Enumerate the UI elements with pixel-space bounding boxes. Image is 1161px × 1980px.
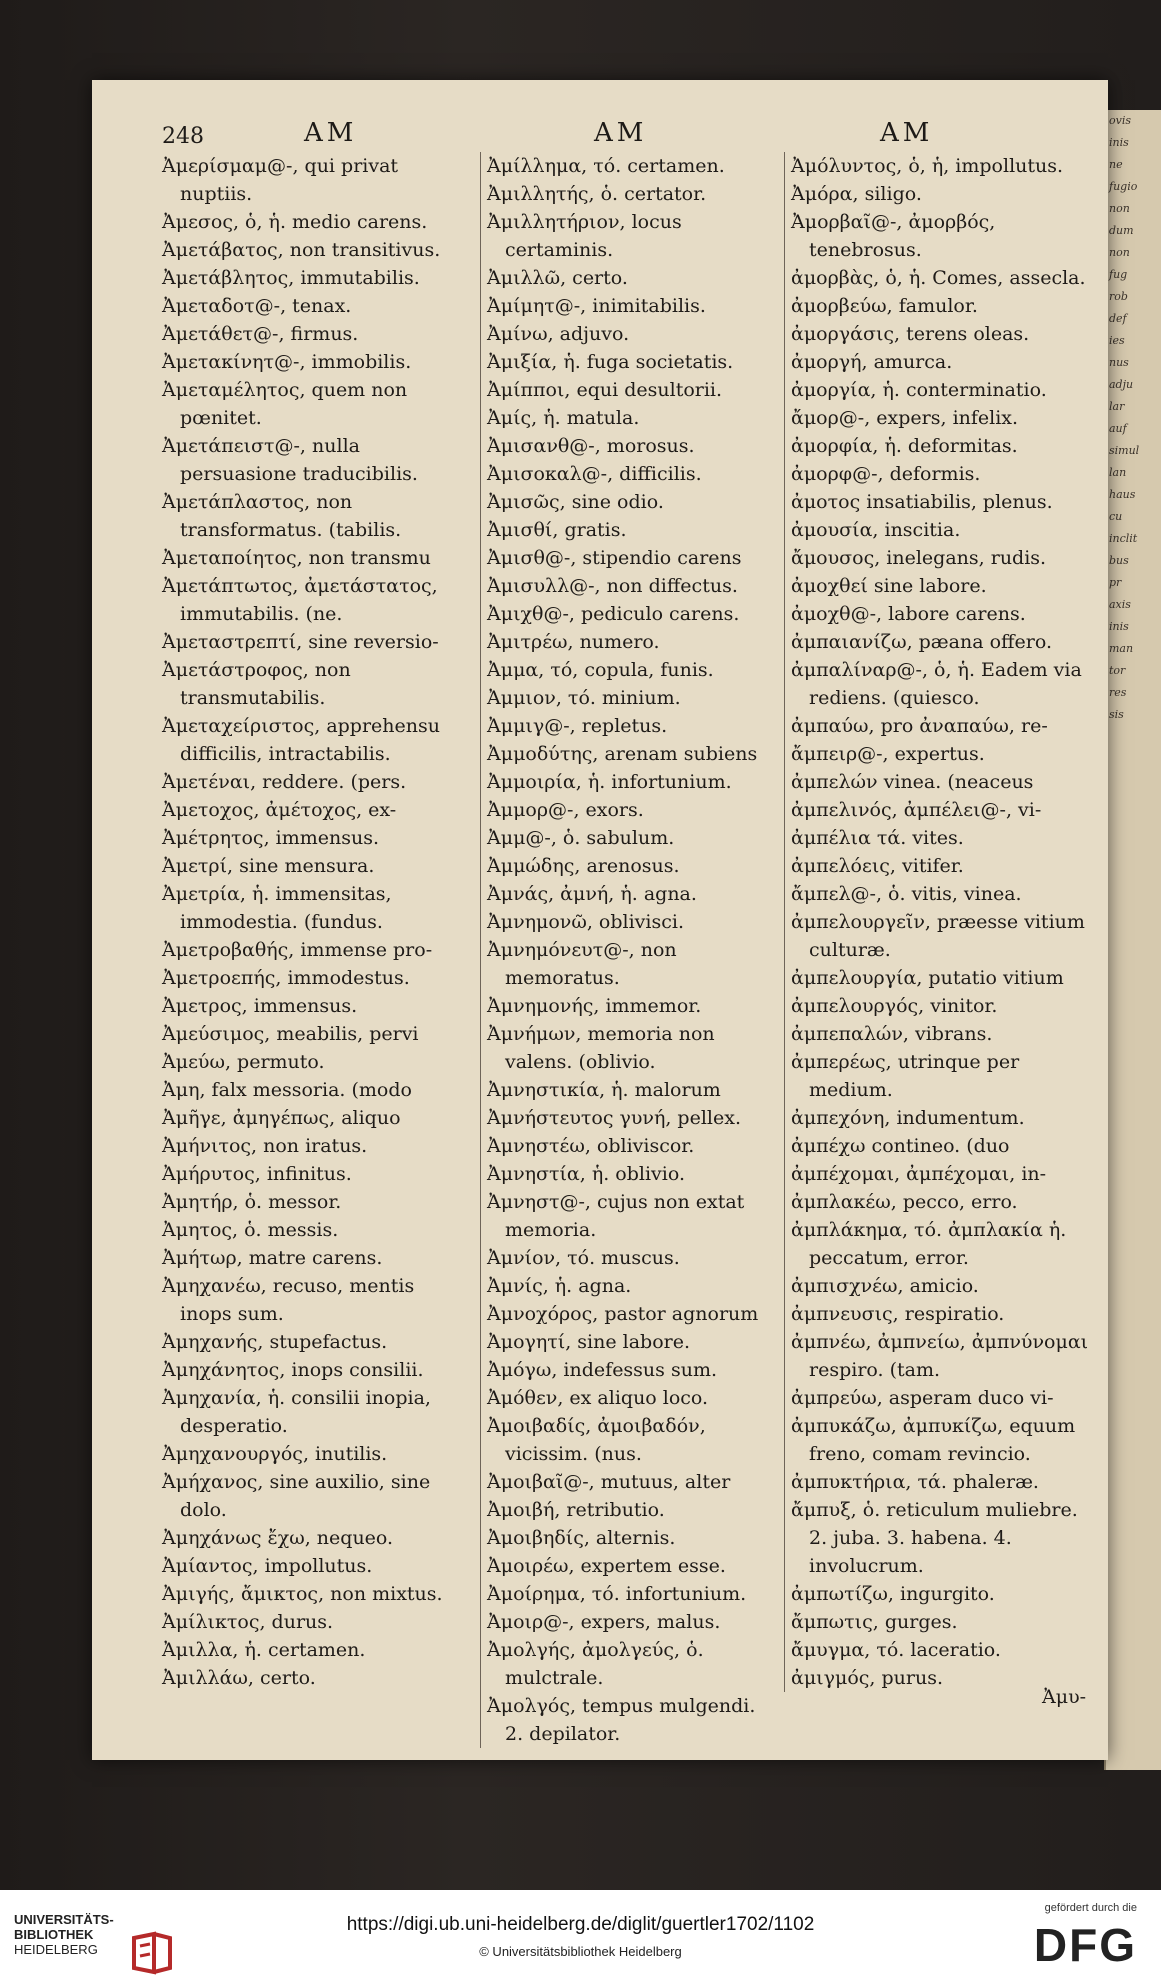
adjacent-page-fragment: bus <box>1109 554 1129 567</box>
dictionary-entry: ἀμπελουργεῖν, præesse vitium culturæ. <box>791 911 1085 961</box>
dictionary-entry: Ἀμίς, ἡ. matula. <box>487 407 640 429</box>
dictionary-entry: Ἀμμώδης, arenosus. <box>487 855 680 877</box>
dictionary-entry: ἀμοχθεί sine labore. <box>791 575 987 597</box>
dictionary-entry: Ἀμνημονής, immemor. <box>487 995 702 1017</box>
adjacent-page-fragment: man <box>1109 642 1134 655</box>
dictionary-entry: Ἀμίλικτος, durus. <box>162 1611 334 1633</box>
dictionary-entry: Ἀμνοχόρος, pastor agnorum <box>487 1303 759 1325</box>
dictionary-entry: Ἀμήχανος, sine auxilio, sine dolo. <box>162 1471 431 1521</box>
dictionary-entry: ἀμπνευσις, respiratio. <box>791 1303 1005 1325</box>
adjacent-page-fragment: inis <box>1109 136 1129 149</box>
dictionary-entry: ἀμουσία, inscitia. <box>791 519 961 541</box>
dictionary-entry: ἀμπισχνέω, amicio. <box>791 1275 979 1297</box>
adjacent-page-fragment: dum <box>1109 224 1134 237</box>
dictionary-entry: Ἀμοιβαῖ@-, mutuus, alter <box>487 1471 731 1493</box>
page-header <box>92 108 1108 148</box>
dictionary-entry: Ἀμιλλῶ, certo. <box>487 267 628 289</box>
permalink-url[interactable]: https://digi.ub.uni-heidelberg.de/diglit/guertler1702/1102 <box>346 1914 815 1935</box>
dictionary-entry: ἀμπαύω, pro ἀναπαύω, re- <box>791 715 1048 737</box>
dictionary-entry: Ἀμνήστευτος γυνή, pellex. <box>487 1107 741 1129</box>
dictionary-entry: Ἀμιτρέω, numero. <box>487 631 660 653</box>
dictionary-entry: Ἀμετάπλαστος, non transformatus. (tabilis. <box>162 491 402 541</box>
dictionary-entry: Ἀμισθί, gratis. <box>487 519 627 541</box>
dictionary-entry: ἀμοργάσις, terens oleas. <box>791 323 1030 345</box>
dictionary-entry: ἀμπέλια τά. vites. <box>791 827 964 849</box>
dictionary-entry: ἀμπελουργία, putatio vitium <box>791 967 1064 989</box>
dictionary-entry: Ἀμισθ@-, stipendio carens <box>487 547 742 569</box>
dictionary-entry: ἀμπελουργός, vinitor. <box>791 995 998 1017</box>
running-head-right: AM <box>880 118 934 148</box>
dictionary-entry: Ἀμετάπτωτος, ἀμετάστατος, immutabilis. (ne. <box>162 575 438 625</box>
dictionary-entry: Ἀμιλλητήριον, locus certaminis. <box>487 211 682 261</box>
adjacent-page-fragment: pr <box>1109 576 1122 589</box>
dictionary-entry: ἀμορφία, ἡ. deformitas. <box>791 435 1018 457</box>
dictionary-entry: Ἀμνάς, ἀμνή, ἡ. agna. <box>487 883 697 905</box>
dictionary-entry: ἀμπελών vinea. (neaceus <box>791 771 1034 793</box>
adjacent-page-fragment: ovis <box>1109 114 1131 127</box>
dictionary-entry: Ἀμήτωρ, matre carens. <box>162 1247 383 1269</box>
dictionary-entry: Ἀμοιβηδίς, alternis. <box>487 1527 676 1549</box>
dictionary-entry: Ἀμόγω, indefessus sum. <box>487 1359 718 1381</box>
dictionary-entry: Ἀμέτρητος, immensus. <box>162 827 380 849</box>
dictionary-entry: ἀμπυκάζω, ἀμπυκίζω, equum freno, comam revincio. <box>791 1415 1076 1465</box>
dictionary-entry: ἀμπυκτήρια, τά. phaleræ. <box>791 1471 1039 1493</box>
dictionary-entry: Ἀμιλλάω, certo. <box>162 1667 316 1689</box>
dictionary-entry: ἄμπυξ, ὁ. reticulum muliebre. 2. juba. 3. habena. 4. involucrum. <box>791 1499 1078 1577</box>
dictionary-entry: ἀμοργία, ἡ. conterminatio. <box>791 379 1047 401</box>
adjacent-page-fragment: def <box>1109 312 1127 325</box>
dictionary-entry: Ἀμήνιτος, non iratus. <box>162 1135 368 1157</box>
dictionary-entry: Ἀμετρί, sine mensura. <box>162 855 375 877</box>
dictionary-entry: Ἀμηχανία, ἡ. consilii inopia, desperatio. <box>162 1387 431 1437</box>
adjacent-page-fragment: lar <box>1109 400 1125 413</box>
dictionary-entry: Ἀμμορ@-, exors. <box>487 799 644 821</box>
dictionary-entry: ἀμπλάκημα, τό. ἀμπλακία ἡ. peccatum, error. <box>791 1219 1067 1269</box>
dictionary-entry: Ἀμόθεν, ex aliquo loco. <box>487 1387 709 1409</box>
dictionary-entry: ἀμπλακέω, pecco, erro. <box>791 1191 1018 1213</box>
adjacent-page-fragment: cu <box>1109 510 1123 523</box>
dictionary-entry: ἀμπρεύω, asperam duco vi- <box>791 1387 1054 1409</box>
dictionary-entry: Ἀμητος, ὁ. messis. <box>162 1219 339 1241</box>
adjacent-page-edge <box>1104 110 1161 1770</box>
dictionary-entry: Ἀμηχανέω, recuso, mentis inops sum. <box>162 1275 415 1325</box>
dictionary-entry: Ἀμίμητ@-, inimitabilis. <box>487 295 706 317</box>
dictionary-entry: Ἀμοιβαδίς, ἀμοιβαδόν, vicissim. (nus. <box>487 1415 706 1465</box>
dictionary-entry: Ἀμεταποίητος, non transmu <box>162 547 431 569</box>
dictionary-entry: Ἀμόρα, siligo. <box>791 183 922 205</box>
dictionary-entry: Ἀμετρία, ἡ. immensitas, immodestia. (fundus. <box>162 883 392 933</box>
dictionary-entry: Ἀμηχανής, stupefactus. <box>162 1331 388 1353</box>
copyright-notice: © Universitätsbibliothek Heidelberg <box>479 1944 682 1959</box>
dictionary-entry: Ἀμηχάνως ἔχω, nequeo. <box>162 1527 394 1549</box>
dictionary-entry: Ἀμνίον, τό. muscus. <box>487 1247 680 1269</box>
dictionary-entry: Ἀμισανθ@-, morosus. <box>487 435 695 457</box>
dictionary-entry: Ἀμεταχείριστος, apprehensu difficilis, intractabilis. <box>162 715 441 765</box>
adjacent-page-fragment: ies <box>1109 334 1125 347</box>
dictionary-entry: ἀμπεχόνη, indumentum. <box>791 1107 1025 1129</box>
library-name-line2: BIBLIOTHEK <box>14 1927 94 1942</box>
dictionary-entry: Ἀμνήμων, memoria non valens. (oblivio. <box>487 1023 715 1073</box>
dictionary-entry: Ἀμμιγ@-, repletus. <box>487 715 668 737</box>
dictionary-entry: Ἀμισοκαλ@-, difficilis. <box>487 463 702 485</box>
dictionary-entry: Ἀμνηστικία, ἡ. malorum <box>487 1079 721 1101</box>
dictionary-entry: Ἀμετάπειστ@-, nulla persuasione traducibilis. <box>162 435 418 485</box>
running-head-center: AM <box>594 118 648 148</box>
dictionary-entry: Ἀμοίρημα, τό. infortunium. <box>487 1583 747 1605</box>
dictionary-entry: Ἀμοιρέω, expertem esse. <box>487 1555 726 1577</box>
dictionary-entry: ἀμπαιανίζω, pæana offero. <box>791 631 1053 653</box>
adjacent-page-fragment: auf <box>1109 422 1127 435</box>
dictionary-entry: ἀμπέχομαι, ἀμπέχομαι, in- <box>791 1163 1047 1185</box>
dictionary-entry: Ἀμιξία, ἡ. fuga societatis. <box>487 351 734 373</box>
dictionary-entry: ἀμορφ@-, deformis. <box>791 463 981 485</box>
dictionary-entry: Ἀμοιρ@-, expers, malus. <box>487 1611 721 1633</box>
dictionary-entry: ἄμπειρ@-, expertus. <box>791 743 985 765</box>
dictionary-entry: Ἀμήρυτος, infinitus. <box>162 1163 352 1185</box>
dictionary-entry: ἀμπνέω, ἀμπνείω, ἀμπνύνομαι respiro. (tam. <box>791 1331 1089 1381</box>
dictionary-entry: Ἀμηχάνητος, inops consilii. <box>162 1359 424 1381</box>
dictionary-entry: ἀμοργή, amurca. <box>791 351 953 373</box>
adjacent-page-fragment: inis <box>1109 620 1129 633</box>
adjacent-page-fragment: rob <box>1109 290 1128 303</box>
dictionary-entry: Ἀμιλλητής, ὁ. certator. <box>487 183 707 205</box>
dictionary-entry: ἄμουσος, inelegans, rudis. <box>791 547 1047 569</box>
dictionary-entry: Ἀμογητί, sine labore. <box>487 1331 691 1353</box>
dictionary-entry: Ἀμετάστροφος, non transmutabilis. <box>162 659 351 709</box>
dictionary-entry: ἀμπωτίζω, ingurgito. <box>791 1583 995 1605</box>
dictionary-entry: Ἀμνημόνευτ@-, non memoratus. <box>487 939 677 989</box>
adjacent-page-fragment: non <box>1109 202 1130 215</box>
dictionary-entry: ἀμπεπαλών, vibrans. <box>791 1023 993 1045</box>
dictionary-entry: ἀμπαλίναρ@-, ὁ, ἡ. Eadem via rediens. (quiesco. <box>791 659 1082 709</box>
dictionary-entry: Ἀμμιον, τό. minium. <box>487 687 681 709</box>
dictionary-entry: ἀμοτος insatiabilis, plenus. <box>791 491 1053 513</box>
dictionary-entry: Ἀμητήρ, ὁ. messor. <box>162 1191 342 1213</box>
dictionary-entry: Ἀμμ@-, ὁ. sabulum. <box>487 827 675 849</box>
dictionary-entry: Ἀμετακίνητ@-, immobilis. <box>162 351 412 373</box>
adjacent-page-fragment: inclit <box>1109 532 1138 545</box>
page-number: 248 <box>162 124 204 149</box>
dictionary-entry: Ἀμνημονῶ, oblivisci. <box>487 911 684 933</box>
dictionary-entry: Ἀμετρος, immensus. <box>162 995 358 1017</box>
dictionary-entry: Ἀμεύω, permuto. <box>162 1051 325 1073</box>
dictionary-entry: Ἀμισῶς, sine odio. <box>487 491 664 513</box>
dictionary-entry: Ἀμερίσμαμ@-, qui privat nuptiis. <box>162 155 399 205</box>
dictionary-entry: ἀμιγμός, purus. <box>791 1667 943 1689</box>
dictionary-entry: Ἀμιγής, ἄμικτος, non mixtus. <box>162 1583 443 1605</box>
dictionary-entry: Ἀμόλυντος, ὁ, ἡ, impollutus. <box>791 155 1064 177</box>
adjacent-page-fragment: fug <box>1109 268 1128 281</box>
dictionary-entry: Ἀμῆγε, ἀμηγέπως, aliquo <box>162 1107 401 1129</box>
dictionary-entry: Ἀμορβαῖ@-, ἀμορβός, tenebrosus. <box>791 211 996 261</box>
viewer-footer <box>0 1890 1161 1980</box>
adjacent-page-fragment: axis <box>1109 598 1131 611</box>
library-name-line1: UNIVERSITÄTS- <box>14 1912 114 1927</box>
dictionary-entry: Ἀμνηστ@-, cujus non extat memoria. <box>487 1191 745 1241</box>
dictionary-entry: Ἀμμοιρία, ἡ. infortunium. <box>487 771 732 793</box>
dictionary-entry: Ἀμετέναι, reddere. (pers. <box>162 771 407 793</box>
adjacent-page-fragment: ne <box>1109 158 1123 171</box>
dictionary-entry: Ἀμίαντος, impollutus. <box>162 1555 373 1577</box>
adjacent-page-fragment: sis <box>1109 708 1124 721</box>
dictionary-entry: Ἀμνίς, ἡ. agna. <box>487 1275 632 1297</box>
library-name-line3: HEIDELBERG <box>14 1942 98 1957</box>
dictionary-entry: Ἀμοιβή, retributio. <box>487 1499 665 1521</box>
dictionary-entry: ἀμπελόεις, vitifer. <box>791 855 964 877</box>
dictionary-entry: Ἀμεταμέλητος, quem non pœnitet. <box>162 379 408 429</box>
adjacent-page-fragment: non <box>1109 246 1130 259</box>
adjacent-page-fragment: simul <box>1109 444 1140 457</box>
catchword: Ἀμυ- <box>1042 1686 1087 1708</box>
dictionary-entry: Ἀμισυλλ@-, non diffectus. <box>487 575 738 597</box>
adjacent-page-fragment: res <box>1109 686 1127 699</box>
dictionary-entry: Ἀμίπποι, equi desultorii. <box>487 379 723 401</box>
dictionary-entry: ἀμπερέως, utrinque per medium. <box>791 1051 1020 1101</box>
dictionary-entry: Ἀμετοχος, ἀμέτοχος, ex- <box>162 799 397 821</box>
dictionary-entry: ἄμπωτις, gurges. <box>791 1611 958 1633</box>
column-2 <box>480 152 775 1748</box>
dictionary-entry: Ἀμίλλημα, τό. certamen. <box>487 155 725 177</box>
dictionary-entry: ἀμπελινός, ἀμπέλει@-, vi- <box>791 799 1042 821</box>
adjacent-page-fragment: haus <box>1109 488 1136 501</box>
dictionary-entry: Ἀμετροβαθής, immense pro- <box>162 939 433 961</box>
dictionary-entry: ἀμορβεύω, famulor. <box>791 295 978 317</box>
dictionary-entry: Ἀμετάθετ@-, firmus. <box>162 323 359 345</box>
column-3 <box>784 152 1091 1692</box>
dictionary-entry: ἄμορ@-, expers, infelix. <box>791 407 1019 429</box>
adjacent-page-fragment: nus <box>1109 356 1129 369</box>
dictionary-entry: Ἀμιλλα, ἡ. certamen. <box>162 1639 366 1661</box>
dictionary-entry: ἀμπέχω contineo. (duo <box>791 1135 1010 1157</box>
running-head-left: AM <box>304 118 358 148</box>
dictionary-entry: Ἀμετροεπής, immodestus. <box>162 967 410 989</box>
dictionary-entry: ἀμοχθ@-, labore carens. <box>791 603 1026 625</box>
dictionary-entry: Ἀμνηστία, ἡ. oblivio. <box>487 1163 686 1185</box>
dictionary-page <box>92 80 1108 1760</box>
dictionary-entry: Ἀμη, falx messoria. (modo <box>162 1079 412 1101</box>
dictionary-entry: Ἀμμοδύτης, arenam subiens <box>487 743 758 765</box>
dictionary-entry: Ἀμίνω, adjuvo. <box>487 323 630 345</box>
dictionary-entry: Ἀμνηστέω, obliviscor. <box>487 1135 695 1157</box>
dictionary-entry: ἄμυγμα, τό. laceratio. <box>791 1639 1001 1661</box>
funding-note: gefördert durch die <box>1044 1902 1137 1914</box>
dictionary-entry: Ἀμεταστρεπτί, sine reversio- <box>162 631 439 653</box>
dictionary-entry: Ἀμεταδοτ@-, tenax. <box>162 295 352 317</box>
dictionary-entry: ἄμπελ@-, ὁ. vitis, vinea. <box>791 883 1022 905</box>
dictionary-entry: Ἀμολγής, ἀμολγεύς, ὁ. mulctrale. <box>487 1639 704 1689</box>
dictionary-entry: Ἀμηχανουργός, inutilis. <box>162 1443 388 1465</box>
column-1 <box>162 152 470 1692</box>
dictionary-entry: Ἀμμα, τό, copula, funis. <box>487 659 714 681</box>
adjacent-page-fragment: tor <box>1109 664 1126 677</box>
dictionary-entry: Ἀμεσος, ὁ, ἡ. medio carens. <box>162 211 428 233</box>
dfg-logo[interactable]: DFG <box>1033 1919 1137 1971</box>
dictionary-entry: Ἀμετάβατος, non transitivus. <box>162 239 441 261</box>
adjacent-page-fragment: fugio <box>1109 180 1138 193</box>
dictionary-entry: Ἀμετάβλητος, immutabilis. <box>162 267 420 289</box>
adjacent-page-fragment: adju <box>1109 378 1134 391</box>
dictionary-entry: Ἀμολγός, tempus mulgendi. 2. depilator. <box>487 1695 756 1745</box>
dictionary-entry: ἀμορβὰς, ὁ, ἡ. Comes, assecla. <box>791 267 1086 289</box>
adjacent-page-fragment: lan <box>1109 466 1127 479</box>
dictionary-entry: Ἀμεύσιμος, meabilis, pervi <box>162 1023 419 1045</box>
dictionary-entry: Ἀμιχθ@-, pediculo carens. <box>487 603 740 625</box>
